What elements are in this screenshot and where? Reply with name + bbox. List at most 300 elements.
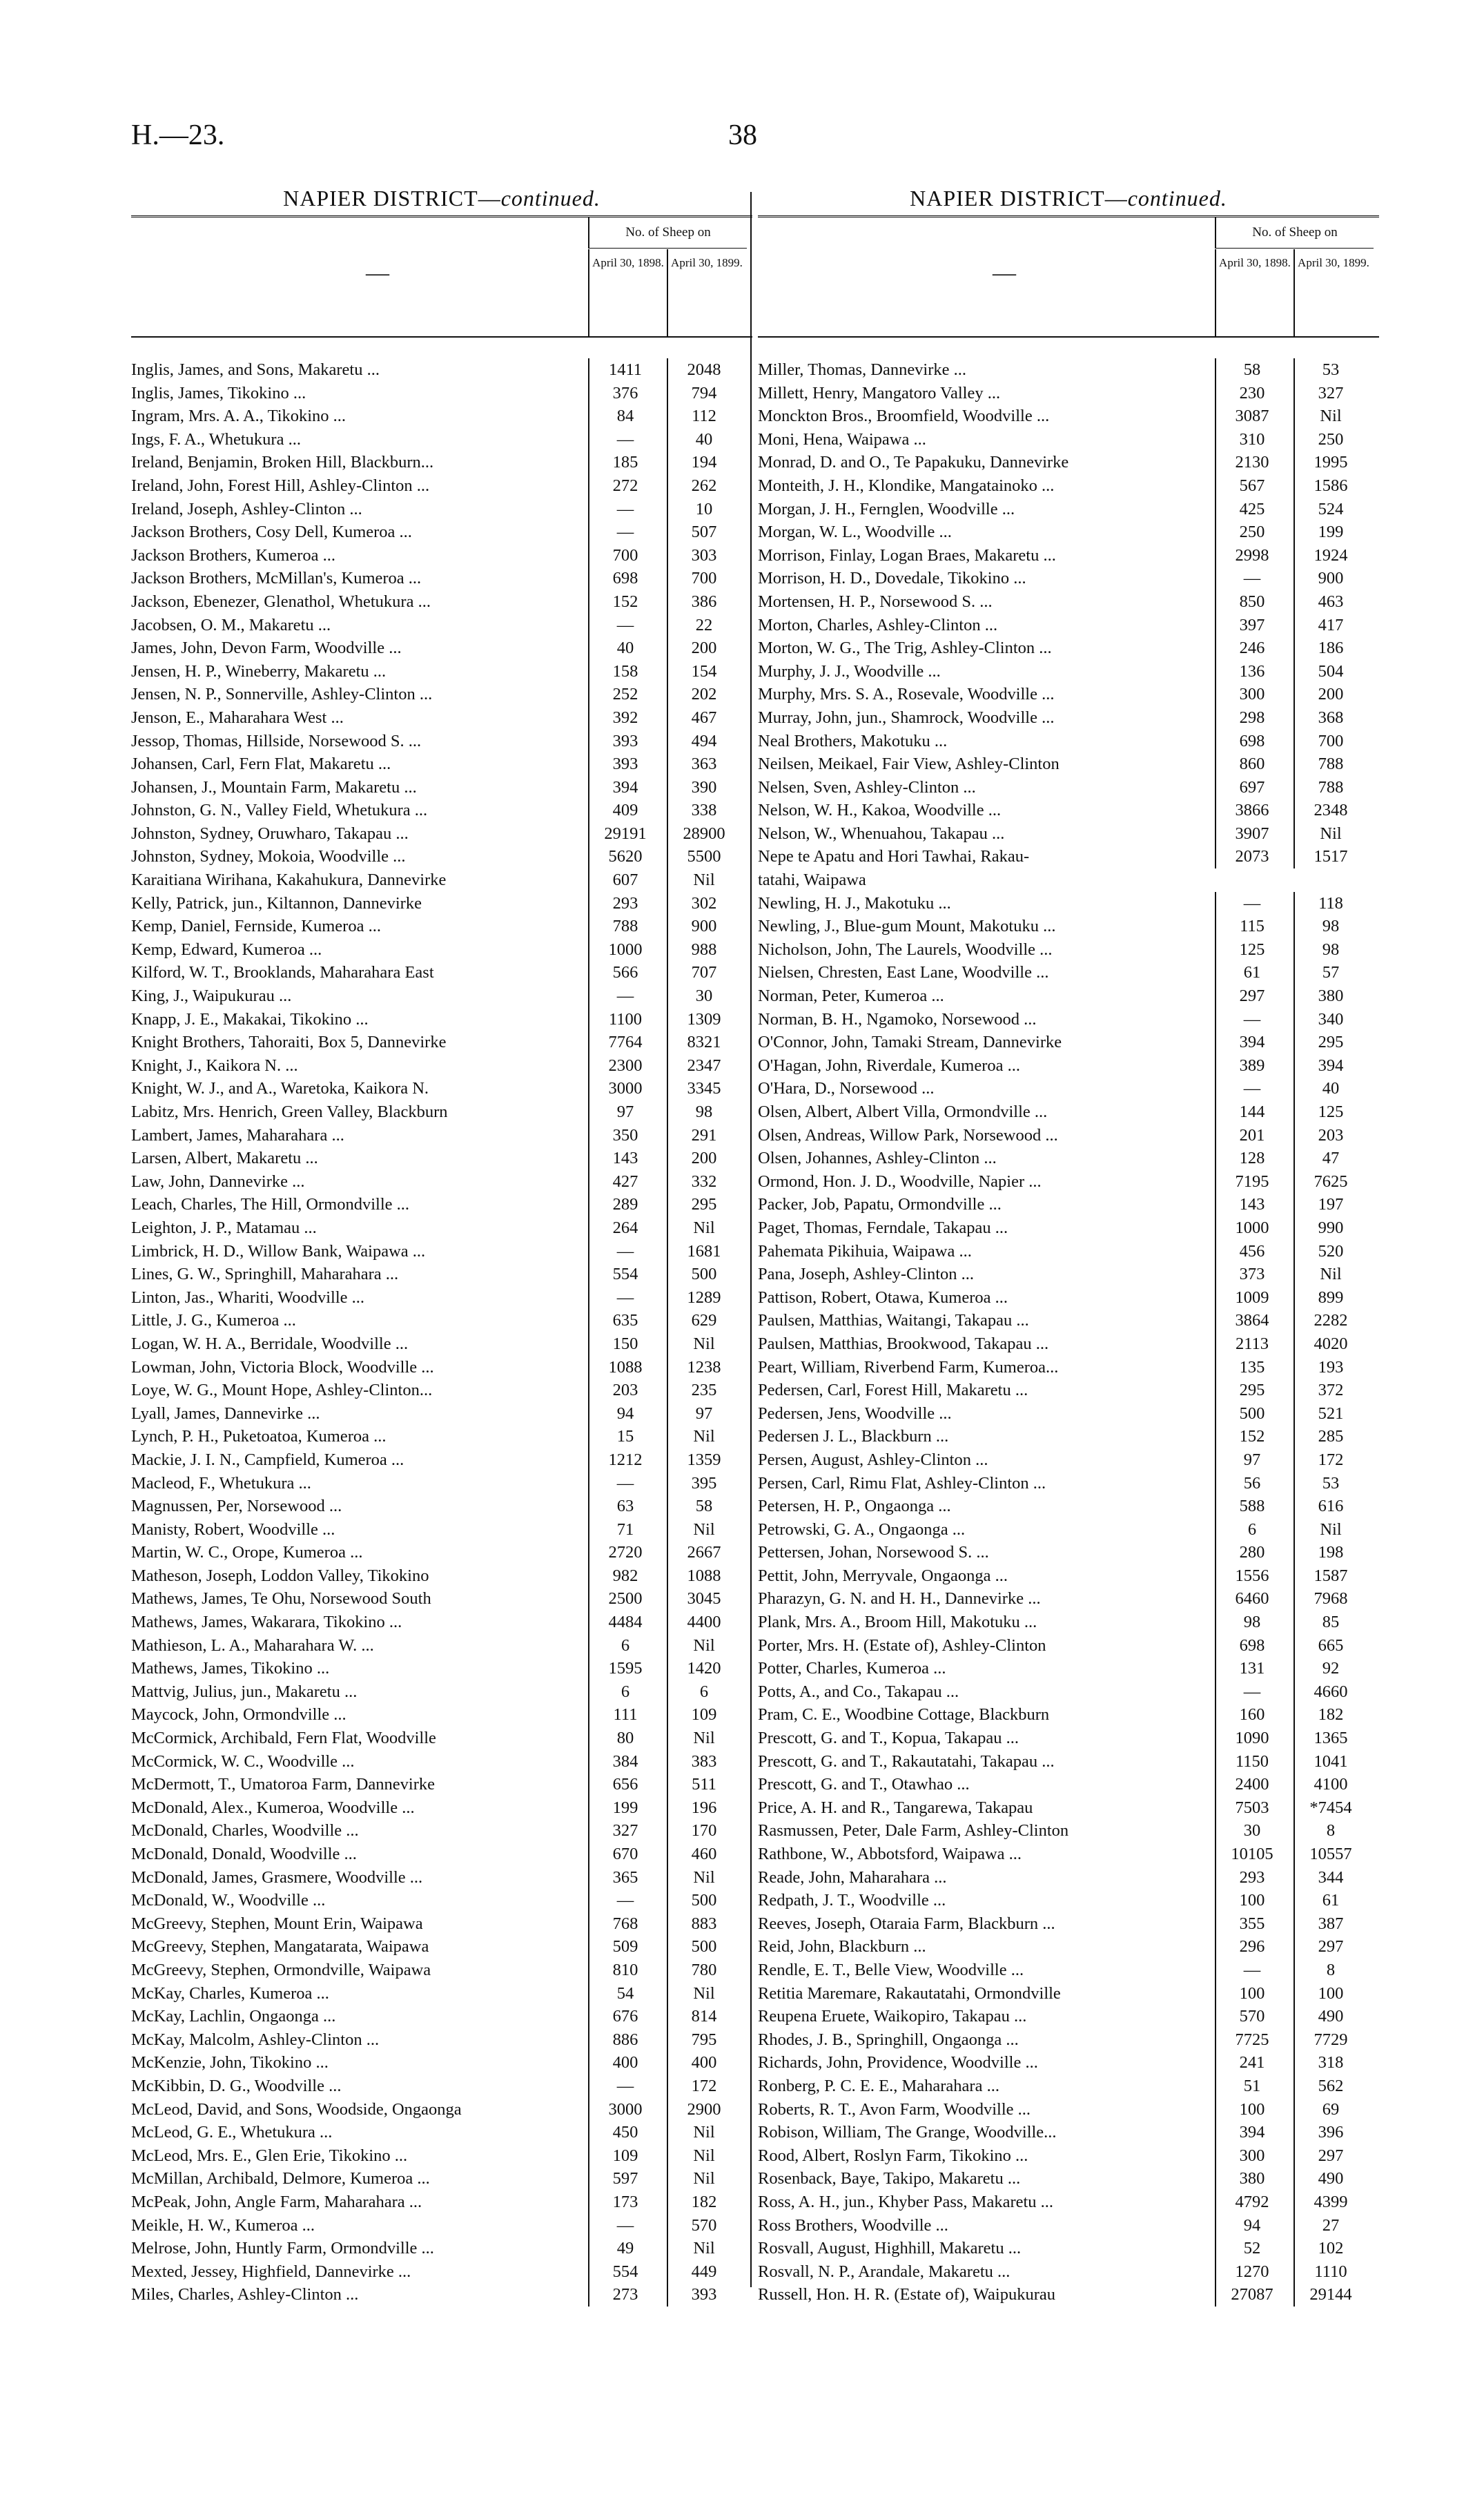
sheep-1899: 2667 xyxy=(667,1541,740,1564)
table-row xyxy=(758,1100,1379,1124)
sheep-1898: 7725 xyxy=(1215,2028,1288,2052)
owner-name: Redpath, J. T., Woodville ... xyxy=(758,1891,946,1910)
owner-name: Pedersen, Jens, Woodville ... xyxy=(758,1404,952,1423)
sheep-1899: 4020 xyxy=(1293,1332,1367,1356)
owner-name: Russell, Hon. H. R. (Estate of), Waipukurau xyxy=(758,2285,1056,2304)
sheep-1899: 396 xyxy=(1293,2121,1367,2144)
sheep-1899: 198 xyxy=(1293,1541,1367,1564)
owner-name: Rood, Albert, Roslyn Farm, Tikokino ... xyxy=(758,2146,1028,2165)
sheep-1898: 7195 xyxy=(1215,1170,1288,1194)
table-row xyxy=(758,1912,1379,1936)
sheep-1899: Nil xyxy=(667,2144,740,2168)
sheep-1899: 1110 xyxy=(1293,2260,1367,2284)
sheep-1899: 340 xyxy=(1293,1008,1367,1031)
table-row xyxy=(758,2191,1379,2214)
sheep-1899: 196 xyxy=(667,1796,740,1820)
owner-name: Kemp, Edward, Kumeroa ... xyxy=(131,940,322,959)
table-row xyxy=(131,730,752,753)
sheep-1898: 241 xyxy=(1215,2051,1288,2075)
sheep-1898: 49 xyxy=(588,2237,661,2260)
table-row xyxy=(131,1031,752,1054)
sheep-1899: Nil xyxy=(1293,1263,1367,1286)
owner-name: Reid, John, Blackburn ... xyxy=(758,1937,926,1957)
sheep-1899: 3045 xyxy=(667,1587,740,1611)
sheep-1898: 2113 xyxy=(1215,1332,1288,1356)
sheep-1899: 30 xyxy=(667,984,740,1008)
table-row xyxy=(131,1587,752,1611)
sheep-1898: 293 xyxy=(1215,1866,1288,1890)
sheep-1899: 629 xyxy=(667,1309,740,1332)
sheep-1899: 1587 xyxy=(1293,1564,1367,1588)
sheep-1898: 400 xyxy=(588,2051,661,2075)
sheep-1899: Nil xyxy=(667,1332,740,1356)
table-row xyxy=(758,2214,1379,2237)
table-row xyxy=(131,1356,752,1379)
table-row xyxy=(758,1866,1379,1890)
sheep-1898: 128 xyxy=(1215,1147,1288,1170)
table-row xyxy=(131,1425,752,1448)
owner-name: McCormick, W. C., Woodville ... xyxy=(131,1751,355,1771)
table-row xyxy=(758,2237,1379,2260)
sheep-1899: 500 xyxy=(667,1935,740,1959)
owner-name: Nelsen, Sven, Ashley-Clinton ... xyxy=(758,777,976,797)
sheep-1899: 500 xyxy=(667,1889,740,1912)
sheep-1899: 4100 xyxy=(1293,1773,1367,1796)
sheep-1898: 97 xyxy=(588,1100,661,1124)
sheep-1898: 394 xyxy=(1215,1031,1288,1054)
owner-name: Nepe te Apatu and Hori Tawhai, Rakau- xyxy=(758,847,1030,866)
owner-name: Macleod, F., Whetukura ... xyxy=(131,1473,311,1493)
sheep-1898: 144 xyxy=(1215,1100,1288,1124)
sheep-1898: 3087 xyxy=(1215,405,1288,428)
sheep-1899: 29144 xyxy=(1293,2283,1367,2307)
sheep-1899: 4660 xyxy=(1293,1680,1367,1704)
table-row xyxy=(758,1193,1379,1216)
sheep-1899: 900 xyxy=(667,915,740,938)
sheep-1899: 1420 xyxy=(667,1657,740,1680)
owner-name: Rendle, E. T., Belle View, Woodville ... xyxy=(758,1960,1024,1979)
table-row xyxy=(131,868,752,892)
owner-name: Johansen, J., Mountain Farm, Makaretu ... xyxy=(131,777,417,797)
owner-name: McDonald, James, Grasmere, Woodville ... xyxy=(131,1867,423,1887)
sheep-1899: 400 xyxy=(667,2051,740,2075)
sheep-1899: 387 xyxy=(1293,1912,1367,1936)
table-row xyxy=(758,1541,1379,1564)
sheep-1898: 185 xyxy=(588,451,661,474)
sheep-1898: 698 xyxy=(1215,1634,1288,1658)
table-row xyxy=(131,892,752,915)
table-row xyxy=(131,1100,752,1124)
sheep-1898: — xyxy=(1215,567,1288,590)
owner-name: Newling, J., Blue-gum Mount, Makotuku ... xyxy=(758,917,1056,936)
owner-name: Jackson Brothers, Kumeroa ... xyxy=(131,545,335,565)
sheep-1898: 1411 xyxy=(588,358,661,382)
owner-name: Olsen, Andreas, Willow Park, Norsewood ... xyxy=(758,1125,1058,1145)
table-row xyxy=(131,706,752,730)
sheep-1899: 368 xyxy=(1293,706,1367,730)
table-row xyxy=(758,1332,1379,1356)
owner-name: McLeod, Mrs. E., Glen Erie, Tikokino ... xyxy=(131,2146,408,2165)
table-row xyxy=(131,2237,752,2260)
sheep-1898: 860 xyxy=(1215,753,1288,776)
left-table-title xyxy=(131,181,752,215)
owner-name: McKay, Lachlin, Ongaonga ... xyxy=(131,2007,336,2026)
table-row xyxy=(131,544,752,567)
owner-name: tatahi, Waipawa xyxy=(758,871,866,890)
owner-name: Knight Brothers, Tahoraiti, Box 5, Dannevirke xyxy=(131,1033,447,1052)
sheep-1898: 109 xyxy=(588,2144,661,2168)
owner-name: Ings, F. A., Whetukura ... xyxy=(131,429,301,449)
owner-name: McGreevy, Stephen, Mangatarata, Waipawa xyxy=(131,1937,429,1957)
sheep-1898: — xyxy=(588,984,661,1008)
sheep-1898: 272 xyxy=(588,474,661,498)
document-reference: H.—23. xyxy=(131,119,225,151)
sheep-1898: 376 xyxy=(588,382,661,405)
owner-name: Law, John, Dannevirke ... xyxy=(131,1172,305,1191)
sheep-1899: 3345 xyxy=(667,1077,740,1100)
sheep-1898: 554 xyxy=(588,2260,661,2284)
owner-name: Lines, G. W., Springhill, Maharahara ... xyxy=(131,1265,399,1284)
owner-name: Pharazyn, G. N. and H. H., Dannevirke ... xyxy=(758,1589,1041,1609)
sheep-1898: 111 xyxy=(588,1703,661,1727)
sheep-1898: 4484 xyxy=(588,1611,661,1634)
owner-name: Potts, A., and Co., Takapau ... xyxy=(758,1682,959,1701)
table-row xyxy=(758,799,1379,822)
sheep-1899: 27 xyxy=(1293,2214,1367,2237)
sheep-1899: 449 xyxy=(667,2260,740,2284)
sheep-1898: 136 xyxy=(1215,660,1288,683)
sheep-1898: 100 xyxy=(1215,1889,1288,1912)
sheep-1899: Nil xyxy=(1293,822,1367,846)
owner-name: Pettersen, Johan, Norsewood S. ... xyxy=(758,1543,989,1562)
table-row xyxy=(131,822,752,846)
sheep-1899: Nil xyxy=(667,1634,740,1658)
sheep-1899: 172 xyxy=(667,2075,740,2098)
sheep-1898: 135 xyxy=(1215,1356,1288,1379)
table-row xyxy=(131,1077,752,1100)
sheep-1899: 780 xyxy=(667,1959,740,1982)
right-table-title xyxy=(758,181,1379,215)
sheep-1899: Nil xyxy=(1293,1518,1367,1542)
table-row xyxy=(131,799,752,822)
sheep-1899: 490 xyxy=(1293,2005,1367,2028)
owner-name: Maycock, John, Ormondville ... xyxy=(131,1705,346,1725)
owner-name: Mathews, James, Tikokino ... xyxy=(131,1659,330,1678)
owner-name: Melrose, John, Huntly Farm, Ormondville ... xyxy=(131,2239,434,2258)
sheep-1899: 900 xyxy=(1293,567,1367,590)
sheep-1898: 293 xyxy=(588,892,661,915)
sheep-1899: 2282 xyxy=(1293,1309,1367,1332)
table-row xyxy=(758,405,1379,428)
table-row xyxy=(758,1959,1379,1982)
sheep-1898: 425 xyxy=(1215,498,1288,521)
sheep-1898: 131 xyxy=(1215,1657,1288,1680)
table-row xyxy=(131,1796,752,1820)
owner-name: Johnston, G. N., Valley Field, Whetukura ... xyxy=(131,801,428,820)
owner-name: Packer, Job, Papatu, Ormondville ... xyxy=(758,1195,1002,1214)
table-row xyxy=(131,1866,752,1890)
sheep-1899: 1041 xyxy=(1293,1750,1367,1774)
sheep-1898: — xyxy=(588,1286,661,1310)
table-row xyxy=(131,590,752,614)
right-col2-header: April 30, 1899. xyxy=(1293,249,1372,336)
table-row xyxy=(758,1889,1379,1912)
table-row xyxy=(758,892,1379,915)
sheep-1899: 69 xyxy=(1293,2098,1367,2122)
owner-name: Rasmussen, Peter, Dale Farm, Ashley-Clinton xyxy=(758,1821,1069,1841)
sheep-1898: 365 xyxy=(588,1866,661,1890)
table-row xyxy=(758,1495,1379,1518)
table-row xyxy=(131,2260,752,2284)
sheep-1898: 698 xyxy=(1215,730,1288,753)
sheep-1898: 588 xyxy=(1215,1495,1288,1518)
table-row xyxy=(758,2005,1379,2028)
owner-name: Knapp, J. E., Makakai, Tikokino ... xyxy=(131,1009,369,1029)
owner-name: Robison, William, The Grange, Woodville... xyxy=(758,2123,1057,2142)
sheep-1898: 158 xyxy=(588,660,661,683)
table-row xyxy=(758,1564,1379,1588)
sheep-1898: 394 xyxy=(1215,2121,1288,2144)
table-row xyxy=(758,544,1379,567)
sheep-1899: 616 xyxy=(1293,1495,1367,1518)
table-row xyxy=(758,567,1379,590)
sheep-1899: 2348 xyxy=(1293,799,1367,822)
owner-name: Nelson, W. H., Kakoa, Woodville ... xyxy=(758,801,1002,820)
sheep-1898: 635 xyxy=(588,1309,661,1332)
right-title-main: NAPIER DISTRICT— xyxy=(910,186,1128,211)
sheep-1898: 10105 xyxy=(1215,1843,1288,1866)
table-row xyxy=(131,498,752,521)
sheep-1898: 554 xyxy=(588,1263,661,1286)
sheep-1899: 85 xyxy=(1293,1611,1367,1634)
table-row xyxy=(131,2075,752,2098)
owner-name: Plank, Mrs. A., Broom Hill, Makotuku ... xyxy=(758,1613,1037,1632)
sheep-1898: — xyxy=(588,1889,661,1912)
sheep-1899: 511 xyxy=(667,1773,740,1796)
table-row xyxy=(131,1216,752,1240)
owner-name: Martin, W. C., Orope, Kumeroa ... xyxy=(131,1543,363,1562)
table-row xyxy=(131,1054,752,1078)
sheep-1899: 363 xyxy=(667,753,740,776)
table-row xyxy=(131,1773,752,1796)
table-row xyxy=(131,614,752,637)
sheep-1898: 246 xyxy=(1215,637,1288,660)
sheep-1899: 5500 xyxy=(667,845,740,868)
sheep-1898: 252 xyxy=(588,683,661,706)
sheep-1898: 698 xyxy=(588,567,661,590)
table-row xyxy=(758,1402,1379,1426)
sheep-1898: 7764 xyxy=(588,1031,661,1054)
sheep-1898: 94 xyxy=(588,1402,661,1426)
sheep-1899: 98 xyxy=(1293,915,1367,938)
table-row xyxy=(131,1889,752,1912)
owner-name: Jensen, H. P., Wineberry, Makaretu ... xyxy=(131,661,387,681)
table-row xyxy=(131,1727,752,1750)
owner-name: Ross Brothers, Woodville ... xyxy=(758,2215,948,2235)
table-row xyxy=(131,1564,752,1588)
sheep-1899: 1238 xyxy=(667,1356,740,1379)
sheep-1898: 2400 xyxy=(1215,1773,1288,1796)
sheep-1898: 810 xyxy=(588,1959,661,1982)
sheep-1899: 899 xyxy=(1293,1286,1367,1310)
table-row xyxy=(758,1703,1379,1727)
owner-name: McKay, Malcolm, Ashley-Clinton ... xyxy=(131,2030,380,2049)
sheep-1899: 1586 xyxy=(1293,474,1367,498)
sheep-1899: 250 xyxy=(1293,428,1367,452)
table-row xyxy=(131,1518,752,1542)
owner-name: Millett, Henry, Mangatoro Valley ... xyxy=(758,383,1001,402)
owner-name: Monrad, D. and O., Te Papakuku, Dannevirke xyxy=(758,453,1069,472)
right-title-continued: continued. xyxy=(1127,186,1227,211)
sheep-1898: 297 xyxy=(1215,984,1288,1008)
owner-name: Jackson, Ebenezer, Glenathol, Whetukura ... xyxy=(131,592,431,611)
table-row xyxy=(758,938,1379,962)
owner-name: Moni, Hena, Waipawa ... xyxy=(758,429,926,449)
sheep-1899: 494 xyxy=(667,730,740,753)
sheep-1899: 4400 xyxy=(667,1611,740,1634)
owner-name: Jessop, Thomas, Hillside, Norsewood S. ... xyxy=(131,731,422,750)
sheep-1899: 186 xyxy=(1293,637,1367,660)
owner-name: Leighton, J. P., Matamau ... xyxy=(131,1218,317,1237)
sheep-1898: 152 xyxy=(1215,1425,1288,1448)
sheep-1898: 389 xyxy=(1215,1054,1288,1078)
sheep-1898: 152 xyxy=(588,590,661,614)
sheep-1898: 597 xyxy=(588,2167,661,2191)
table-row xyxy=(758,1518,1379,1542)
owner-name: Knight, W. J., and A., Waretoka, Kaikora N. xyxy=(131,1079,429,1098)
owner-name: Kemp, Daniel, Fernside, Kumeroa ... xyxy=(131,917,381,936)
sheep-1899: 53 xyxy=(1293,358,1367,382)
table-row xyxy=(758,1796,1379,1820)
table-row xyxy=(131,1124,752,1147)
sheep-1898: 98 xyxy=(1215,1611,1288,1634)
sheep-1899: 197 xyxy=(1293,1193,1367,1216)
table-row xyxy=(758,1843,1379,1866)
sheep-1899: 182 xyxy=(667,2191,740,2214)
table-row xyxy=(131,382,752,405)
sheep-1899: 562 xyxy=(1293,2075,1367,2098)
sheep-1898: 52 xyxy=(1215,2237,1288,2260)
owner-name: Leach, Charles, The Hill, Ormondville ... xyxy=(131,1195,410,1214)
owner-name: Norman, B. H., Ngamoko, Norsewood ... xyxy=(758,1009,1037,1029)
table-row xyxy=(131,405,752,428)
table-row xyxy=(758,521,1379,544)
owner-name: Limbrick, H. D., Willow Bank, Waipawa ... xyxy=(131,1241,426,1261)
sheep-1899: 883 xyxy=(667,1912,740,1936)
table-row xyxy=(131,1750,752,1774)
sheep-1898: — xyxy=(588,2075,661,2098)
owner-name: Rosvall, N. P., Arandale, Makaretu ... xyxy=(758,2262,1011,2281)
owner-name: Meikle, H. W., Kumeroa ... xyxy=(131,2215,315,2235)
sheep-1899: 8321 xyxy=(667,1031,740,1054)
left-sheep-group-header: No. of Sheep on xyxy=(588,217,747,249)
sheep-1899: 170 xyxy=(667,1819,740,1843)
sheep-1898: 51 xyxy=(1215,2075,1288,2098)
sheep-1898: 768 xyxy=(588,1912,661,1936)
sheep-1899: 318 xyxy=(1293,2051,1367,2075)
right-name-column-header: — xyxy=(993,260,1016,286)
sheep-1899: 262 xyxy=(667,474,740,498)
sheep-1898: — xyxy=(588,1472,661,1495)
table-row xyxy=(131,2121,752,2144)
table-row xyxy=(131,776,752,799)
sheep-1899: 1365 xyxy=(1293,1727,1367,1750)
sheep-1898: 2130 xyxy=(1215,451,1288,474)
sheep-1899: 1088 xyxy=(667,1564,740,1588)
sheep-1898: 27087 xyxy=(1215,2283,1288,2307)
sheep-1898: 350 xyxy=(588,1124,661,1147)
sheep-1899: 200 xyxy=(667,1147,740,1170)
owner-name: McDonald, Charles, Woodville ... xyxy=(131,1821,359,1841)
table-row xyxy=(758,1750,1379,1774)
table-row xyxy=(758,1982,1379,2006)
sheep-1898: 392 xyxy=(588,706,661,730)
owner-name: Rathbone, W., Abbotsford, Waipawa ... xyxy=(758,1845,1022,1863)
sheep-1899: 297 xyxy=(1293,1935,1367,1959)
sheep-1899: 386 xyxy=(667,590,740,614)
sheep-1898: 100 xyxy=(1215,2098,1288,2122)
sheep-1899: 109 xyxy=(667,1703,740,1727)
sheep-1898: 982 xyxy=(588,1564,661,1588)
sheep-1898: 143 xyxy=(588,1147,661,1170)
owner-name: Prescott, G. and T., Rakautatahi, Takapau ... xyxy=(758,1751,1055,1771)
sheep-1899: 395 xyxy=(667,1472,740,1495)
sheep-1899: 2900 xyxy=(667,2098,740,2122)
owner-name: Inglis, James, and Sons, Makaretu ... xyxy=(131,360,380,379)
owner-name: Mexted, Jessey, Highfield, Dannevirke ... xyxy=(131,2262,411,2281)
sheep-1899: 22 xyxy=(667,614,740,637)
owner-name: Morgan, W. L., Woodville ... xyxy=(758,523,952,542)
table-row xyxy=(758,1587,1379,1611)
table-row xyxy=(131,1332,752,1356)
sheep-1898: 3866 xyxy=(1215,799,1288,822)
owner-name: Jackson Brothers, Cosy Dell, Kumeroa ... xyxy=(131,523,412,542)
sheep-1899: Nil xyxy=(667,1982,740,2006)
table-row xyxy=(131,1611,752,1634)
owner-name: McDonald, Alex., Kumeroa, Woodville ... xyxy=(131,1798,415,1817)
sheep-1899: 393 xyxy=(667,2283,740,2307)
sheep-1898: 2998 xyxy=(1215,544,1288,567)
owner-name: Rosvall, August, Highhill, Makaretu ... xyxy=(758,2239,1022,2258)
sheep-1899: 58 xyxy=(667,1495,740,1518)
table-row xyxy=(131,567,752,590)
table-row xyxy=(758,1935,1379,1959)
sheep-1898: 1212 xyxy=(588,1448,661,1472)
owner-name: Nicholson, John, The Laurels, Woodville ... xyxy=(758,940,1053,959)
sheep-1899: 520 xyxy=(1293,1240,1367,1263)
sheep-1898: 97 xyxy=(1215,1448,1288,1472)
sheep-1899: 4399 xyxy=(1293,2191,1367,2214)
sheep-1899: 47 xyxy=(1293,1147,1367,1170)
sheep-1898: 115 xyxy=(1215,915,1288,938)
owner-name: McLeod, G. E., Whetukura ... xyxy=(131,2123,333,2142)
sheep-1899: 1924 xyxy=(1293,544,1367,567)
owner-name: Rhodes, J. B., Springhill, Ongaonga ... xyxy=(758,2030,1019,2049)
owner-name: Mathews, James, Wakarara, Tikokino ... xyxy=(131,1613,402,1632)
table-row xyxy=(758,1472,1379,1495)
owner-name: Mackie, J. I. N., Campfield, Kumeroa ... xyxy=(131,1450,404,1469)
table-row xyxy=(131,474,752,498)
sheep-1899: Nil xyxy=(667,1216,740,1240)
table-row xyxy=(131,1680,752,1704)
table-row xyxy=(131,1240,752,1263)
sheep-1899: 193 xyxy=(1293,1356,1367,1379)
sheep-1898: 1090 xyxy=(1215,1727,1288,1750)
table-row xyxy=(758,2098,1379,2122)
owner-name: O'Hagan, John, Riverdale, Kumeroa ... xyxy=(758,1056,1020,1075)
sheep-1899: 28900 xyxy=(667,822,740,846)
table-row xyxy=(131,961,752,984)
